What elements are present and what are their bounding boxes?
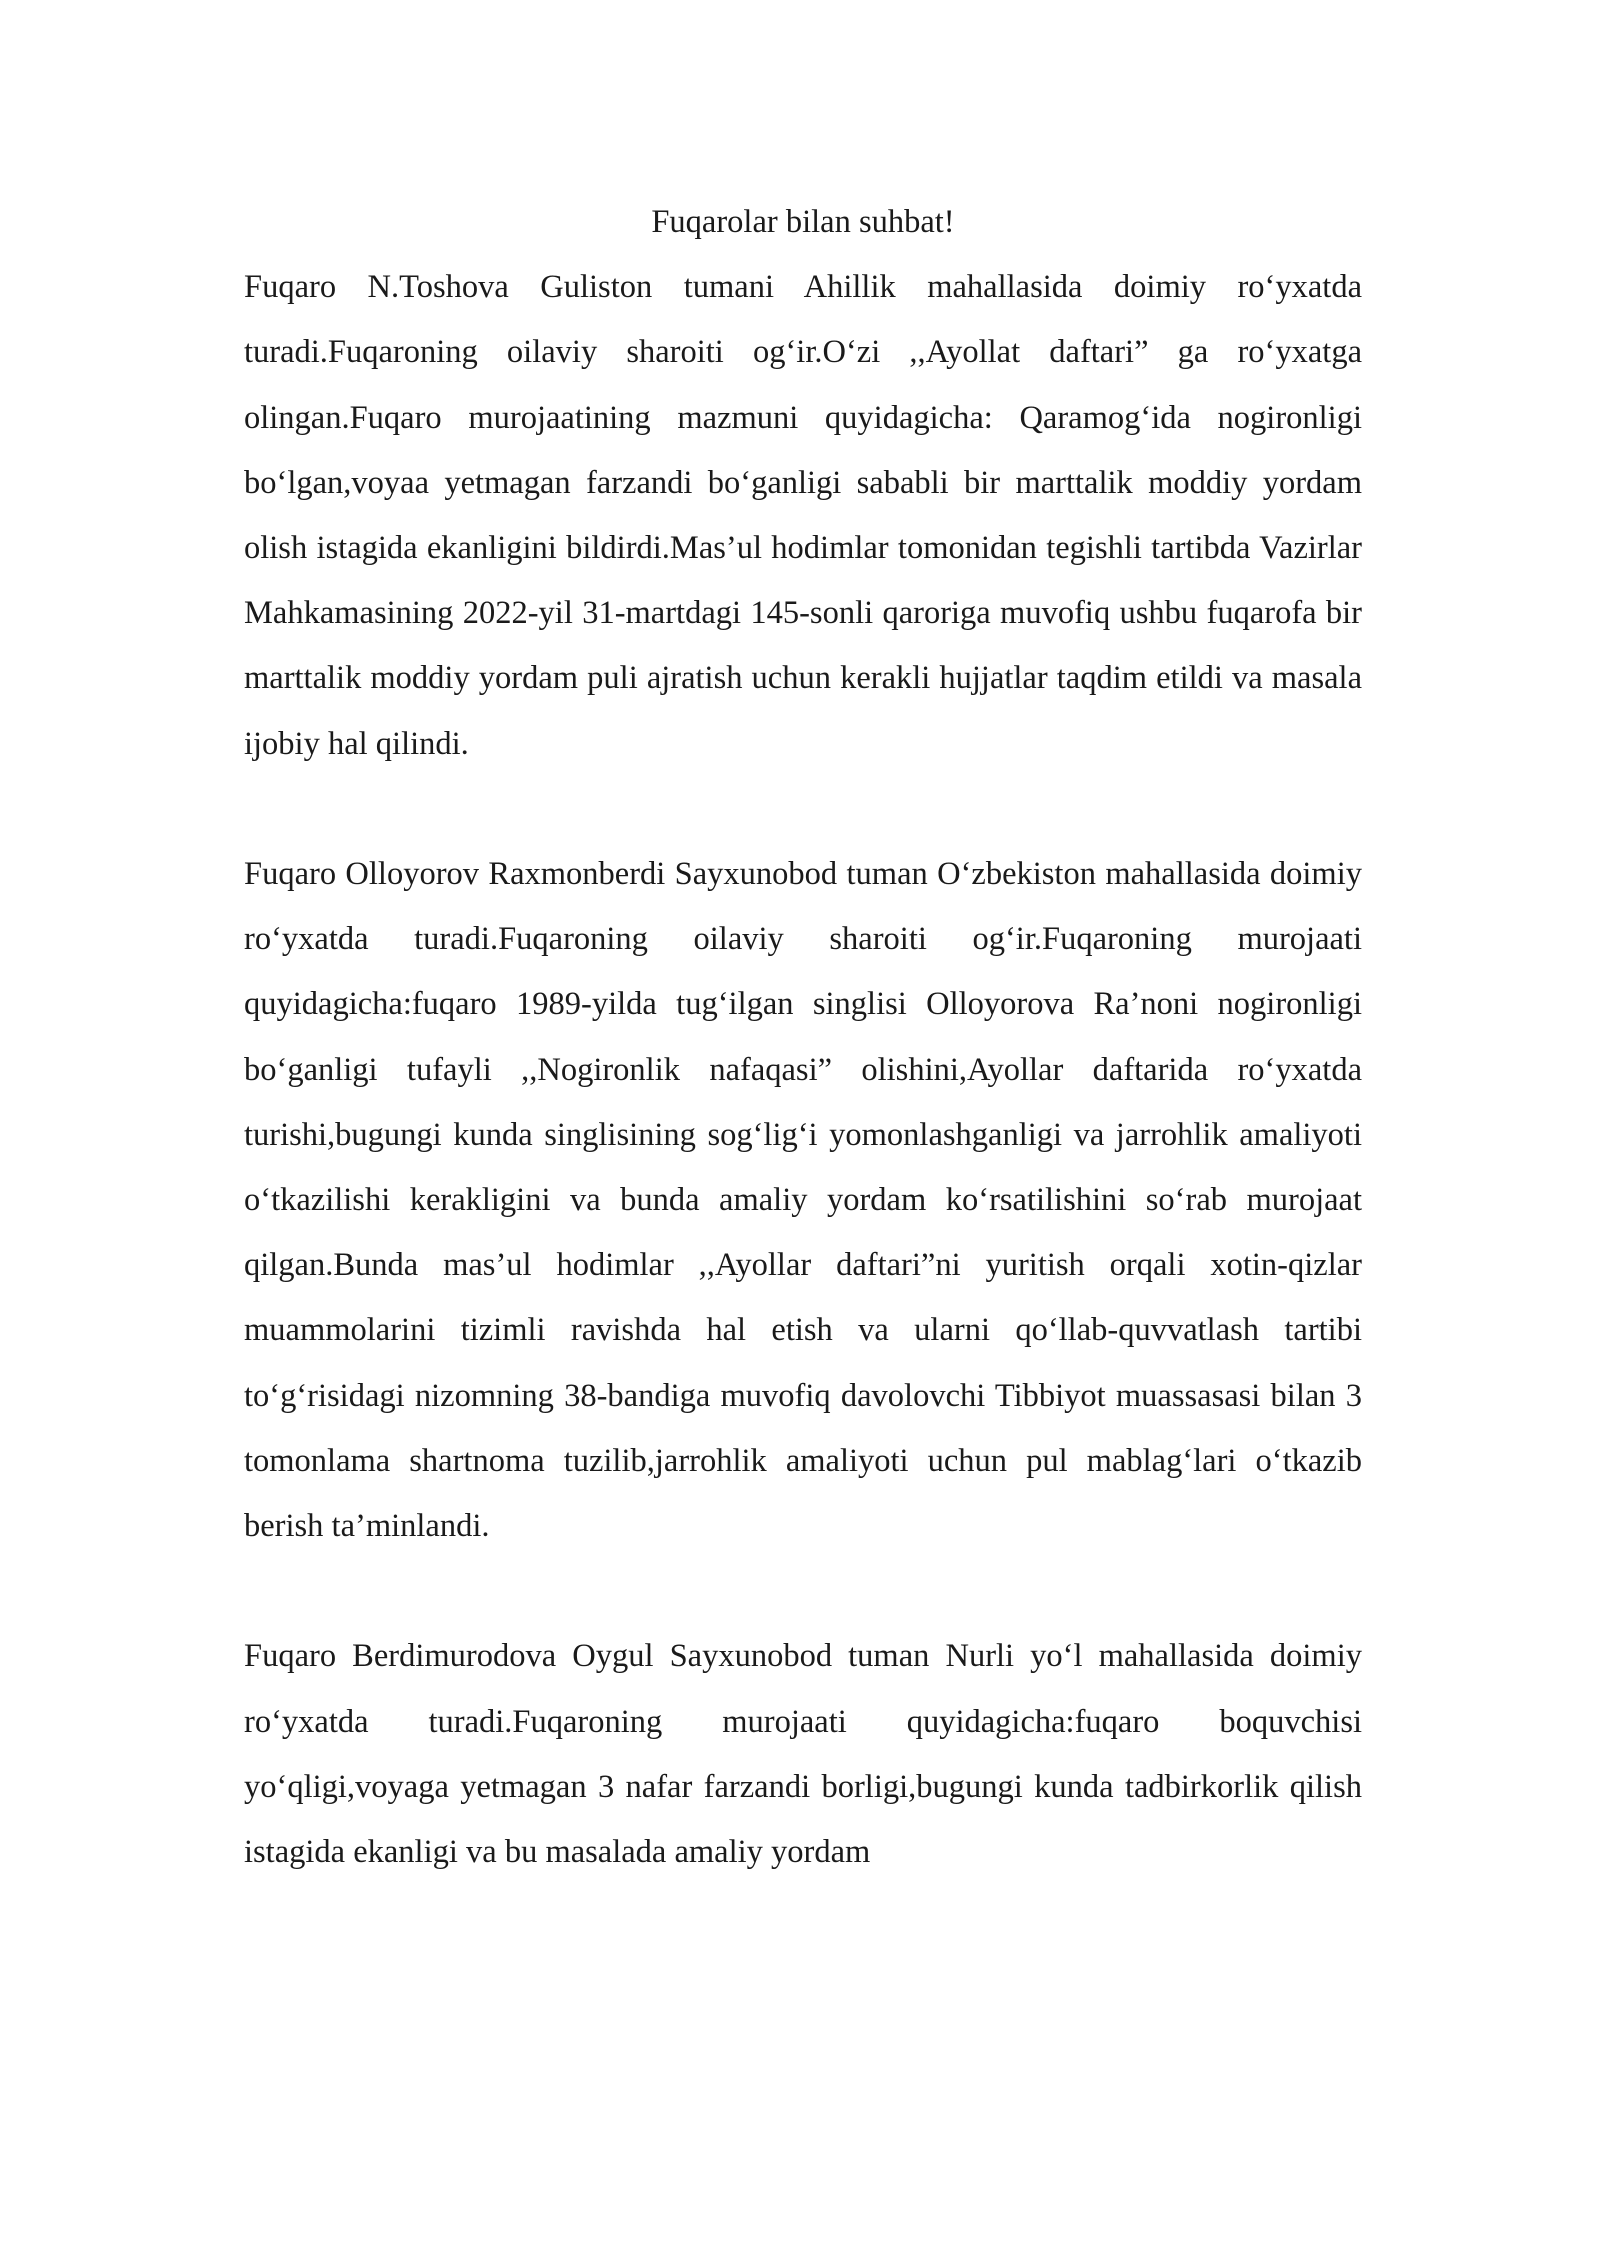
document-body bbox=[244, 190, 1362, 1885]
paragraph-toshova: Fuqaro N.Toshova Guliston tumani Ahillik mahallasida doimiy ro‘yxatda turadi.Fuqaroning oilaviy sharoiti og‘ir.O‘zi ,,Ayollat daftari” ga ro‘yxatga olingan.Fuqaro murojaatining mazmuni quyidagicha: Qaramog‘ida nogironligi bo‘lgan,voyaa yetmagan farzandi bo‘ganligi sababli bir marttalik moddiy yordam olish istagida ekanligini bildirdi.Mas’ul hodimlar tomonidan tegishli tartibda Vazirlar Mahkamasining 2022-yil 31-martdagi 145-sonli qaroriga muvofiq ushbu fuqarofa bir marttalik moddiy yordam puli ajratish uchun kerakli hujjatlar taqdim etildi va masala ijobiy hal qilindi. bbox=[244, 269, 1362, 762]
document-title: Fuqarolar bilan suhbat! bbox=[651, 204, 955, 240]
paragraph-olloyorov: Fuqaro Olloyorov Raxmonberdi Sayxunobod tuman O‘zbekiston mahallasida doimiy ro‘yxatda turadi.Fuqaroning oilaviy sharoiti og‘ir.Fuqaroning murojaati quyidagicha:fuqaro 1989-yilda tug‘ilgan singlisi Olloyorova Ra’noni nogironligi bo‘ganligi tufayli ,,Nogironlik nafaqasi” olishini,Ayollar daftarida ro‘yxatda turishi,bugungi kunda singlisining sog‘lig‘i yomonlashganligi va jarrohlik amaliyoti o‘tkazilishi kerakligini va bunda amaliy yordam ko‘rsatilishini so‘rab murojaat qilgan.Bunda mas’ul hodimlar ,,Ayollar daftari”ni yuritish orqali xotin-qizlar muammolarini tizimli ravishda hal etish va ularni qo‘llab-quvvatlash tartibi to‘g‘risidagi nizomning 38-bandiga muvofiq davolovchi Tibbiyot muassasasi bilan 3 tomonlama shartnoma tuzilib,jarrohlik amaliyoti uchun pul mablag‘lari o‘tkazib berish ta’minlandi. bbox=[244, 856, 1362, 1545]
paragraph-berdimurodova: Fuqaro Berdimurodova Oygul Sayxunobod tuman Nurli yo‘l mahallasida doimiy ro‘yxatda turadi.Fuqaroning murojaati quyidagicha:fuqaro boquvchisi yo‘qligi,voyaga yetmagan 3 nafar farzandi borligi,bugungi kunda tadbirkorlik qilish istagida ekanligi va bu masalada amaliy yordam bbox=[244, 1638, 1362, 1871]
